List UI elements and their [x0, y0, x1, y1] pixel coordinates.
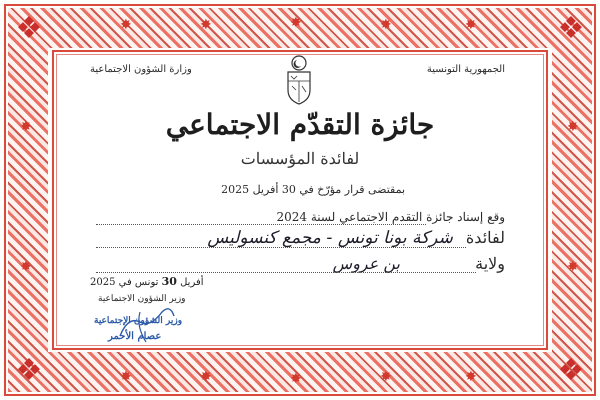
rosette-icon: ✸: [380, 17, 392, 33]
ministry-header: وزارة الشؤون الاجتماعية: [90, 64, 192, 75]
beneficiary-underline: [96, 247, 466, 248]
rosette-icon: ✸: [567, 119, 579, 135]
rosette-icon: ✸: [465, 369, 477, 385]
certificate-subtitle: لفائدة المؤسسات: [240, 149, 360, 168]
coat-of-arms-icon: [284, 54, 314, 108]
republic-header: الجمهورية التونسية: [426, 64, 505, 75]
beneficiary-value: شركة بونا تونس - مجمع كنسوليس: [207, 228, 453, 248]
governorate-label: ولاية: [475, 254, 505, 273]
date-place: تونس في: [118, 277, 159, 288]
stamp-name: عصام الأحمر: [108, 331, 162, 342]
date-day: 30: [161, 275, 177, 288]
rosette-icon: ✸: [120, 369, 132, 385]
stamp-title: وزير الشؤون الإجتماعية: [94, 316, 183, 326]
rosette-icon: ✸: [20, 119, 32, 135]
rosette-icon: ✸: [120, 17, 132, 33]
governorate-value: بن عروس: [332, 254, 401, 273]
date-year: 2025: [90, 277, 116, 288]
decree-reference: بمقتضى قرار مؤرّخ في 30 أفريل 2025: [221, 183, 405, 196]
rosette-icon: ✸: [20, 259, 32, 275]
beneficiary-label: لفائدة: [465, 228, 505, 247]
rosette-icon: ✸: [465, 17, 477, 33]
rosette-icon: ✸: [290, 371, 302, 387]
rosette-icon: ✸: [290, 15, 302, 31]
corner-ornament-top-right: ❖: [557, 11, 585, 46]
award-statement: وقع إسناد جائزة التقدم الاجتماعي لسنة 2024: [276, 210, 505, 224]
rosette-icon: ✸: [200, 369, 212, 385]
award-underline: [96, 224, 426, 225]
corner-ornament-bottom-left: ❖: [15, 353, 43, 388]
date-month: أفريل: [180, 277, 204, 288]
governorate-row: [333, 254, 505, 273]
minister-title: وزير الشؤون الاجتماعية: [98, 294, 186, 304]
rosette-icon: ✸: [380, 369, 392, 385]
corner-ornament-bottom-right: ❖: [557, 353, 585, 388]
corner-ornament-top-left: ❖: [15, 11, 43, 46]
rosette-icon: ✸: [567, 259, 579, 275]
governorate-underline: [96, 272, 476, 273]
rosette-icon: ✸: [200, 17, 212, 33]
beneficiary-row: [207, 228, 505, 248]
certificate-title: جائزة التقدّم الاجتماعي: [165, 108, 435, 141]
signature-date: [90, 275, 204, 288]
